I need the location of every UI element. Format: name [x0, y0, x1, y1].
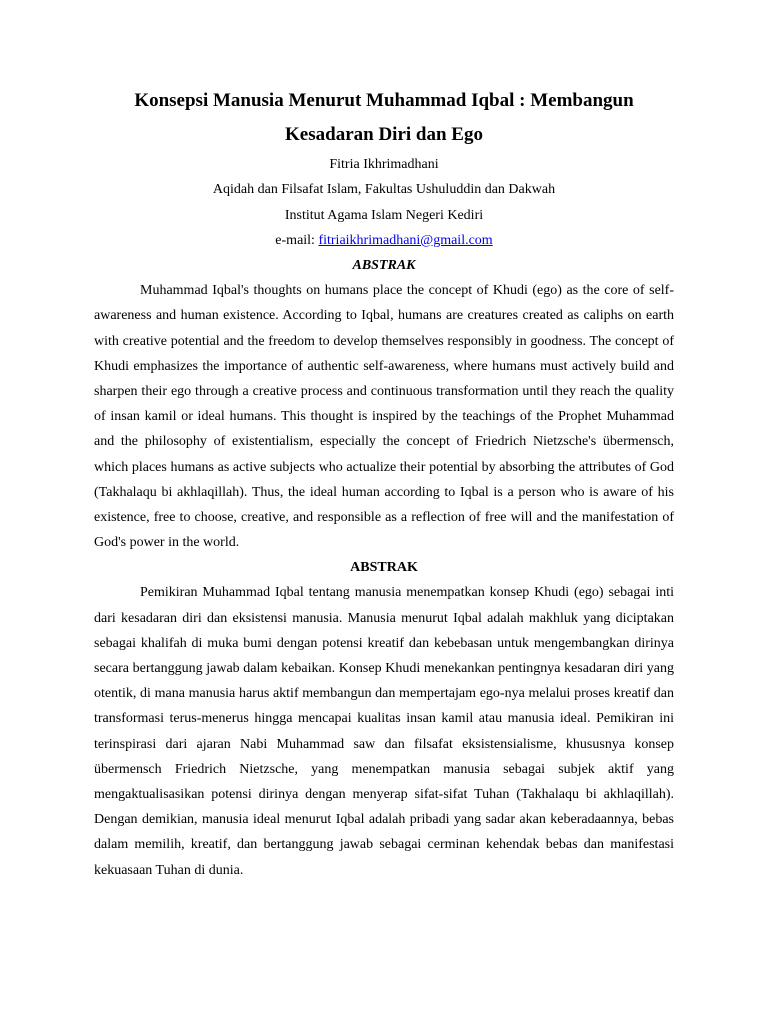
author-department: Aqidah dan Filsafat Islam, Fakultas Ushuluddin dan Dakwah — [212, 182, 556, 198]
abstract-id-text: Pemikiran Muhammad Iqbal tentang manusia menempatkan konsep Khudi (ego) sebagai inti dari kesadaran diri dan eksistensi manusia. Manusia menurut Iqbal adalah makhluk yang diciptakan sebagai khalifah di muka bumi dengan potensi kreatif dan kebebasan untuk mengembangkan dirinya secara bertanggung jawab dalam kebaikan. Konsep Khudi menekankan pentingnya kesadaran diri yang otentik, di mana manusia harus aktif membangun dan mempertajam ego-nya melalui proses kreatif dan transformasi terus-menerus hingga mencapai kualitas insan kamil atau manusia ideal. Pemikiran ini terinspirasi dari ajaran Nabi Muhammad saw dan filsafat eksistensialisme, khususnya konsep übermensch Friedrich Nietzsche, yang menempatkan manusia sebagai subjek aktif yang mengaktualisasikan potensi dirinya dengan menyerap sifat-sifat Tuhan (Takhalaqu bi akhlaqillah). Dengan demikian, manusia ideal menurut Iqbal adalah pribadi yang sadar akan keberadaannya, bebas dalam memilih, kreatif, dan bertanggung jawab sebagai cerminan kehendak bebas dan manifestasi kekuasaan Tuhan di dunia. — [94, 585, 674, 878]
author-name: Fitria Ikhrimadhani — [329, 157, 439, 172]
paper-title-line-1: Konsepsi Manusia Menurut Muhammad Iqbal : Membangun — [134, 90, 634, 111]
abstract-id-heading: ABSTRAK — [350, 560, 418, 576]
email-label: e-mail: — [275, 232, 319, 248]
author-block — [94, 152, 674, 253]
author-email-line — [94, 228, 674, 253]
author-institution: Institut Agama Islam Negeri Kediri — [284, 207, 484, 223]
email-link[interactable]: fitriaikhrimadhani@gmail.com — [318, 232, 493, 248]
abstract-en-text: Muhammad Iqbal's thoughts on humans place the concept of Khudi (ego) as the core of self-awareness and human existence. According to Iqbal, humans are creatures created as caliphs on earth with creative potential and the freedom to develop themselves responsibly in goodness. The concept of Khudi emphasizes the importance of authentic self-awareness, where humans must actively build and sharpen their ego through a creative process and continuous transformation until they reach the quality of insan kamil or ideal humans. This thought is inspired by the teachings of the Prophet Muhammad and the philosophy of existentialism, especially the concept of Friedrich Nietzsche's übermensch, which places humans as active subjects who actualize their potential by absorbing the attributes of God (Takhalaqu bi akhlaqillah). Thus, the ideal human according to Iqbal is a person who is aware of his existence, free to choose, creative, and responsible as a reflection of free will and the manifestation of God's power in the world. — [94, 283, 674, 551]
paper-title — [94, 84, 674, 152]
abstract-en-heading: ABSTRAK — [352, 258, 416, 274]
paper-title-line-2: Kesadaran Diri dan Ego — [285, 124, 483, 145]
